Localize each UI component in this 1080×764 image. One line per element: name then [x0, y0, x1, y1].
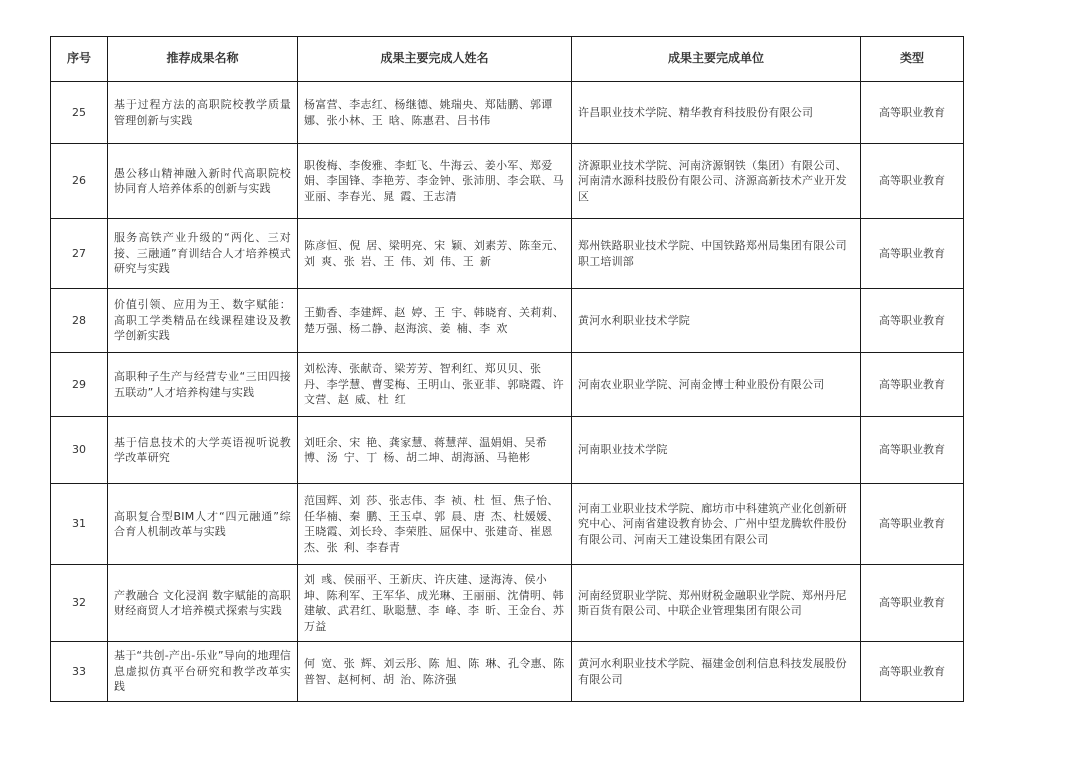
cell-name: 高职复合型BIM人才“四元融通”综合育人机制改革与实践	[108, 484, 298, 565]
cell-people: 王勤香、李建辉、赵 婷、王 宇、韩晓育、关莉莉、楚万强、杨二静、赵海滨、姜 楠、李 欢	[298, 289, 572, 353]
cell-no: 27	[51, 219, 108, 289]
cell-people: 刘 彧、侯丽平、王新庆、许庆建、逯海涛、侯小坤、陈利军、王军华、成光琳、王丽丽、沈倩明、韩建敏、武君红、耿聪慧、李 峰、李 昕、王金台、苏万益	[298, 565, 572, 642]
cell-people: 杨富营、李志红、杨继德、姚瑞央、郑陆鹏、郭谭娜、张小林、王 晗、陈惠君、吕书伟	[298, 82, 572, 144]
cell-type: 高等职业教育	[861, 289, 964, 353]
header-no: 序号	[51, 37, 108, 82]
cell-no: 26	[51, 144, 108, 219]
cell-type: 高等职业教育	[861, 642, 964, 702]
cell-no: 31	[51, 484, 108, 565]
cell-type: 高等职业教育	[861, 82, 964, 144]
cell-name: 价值引领、应用为王、数字赋能：高职工学类精品在线课程建设及教学创新实践	[108, 289, 298, 353]
table-row	[51, 82, 964, 144]
cell-no: 28	[51, 289, 108, 353]
cell-unit: 黄河水利职业技术学院、福建金创利信息科技发展股份有限公司	[572, 642, 861, 702]
table-header-row	[51, 37, 964, 82]
table-row	[51, 417, 964, 484]
header-people: 成果主要完成人姓名	[298, 37, 572, 82]
cell-no: 33	[51, 642, 108, 702]
cell-name: 高职种子生产与经营专业“三田四接五联动”人才培养构建与实践	[108, 353, 298, 417]
table-row	[51, 642, 964, 702]
cell-type: 高等职业教育	[861, 484, 964, 565]
header-type: 类型	[861, 37, 964, 82]
cell-type: 高等职业教育	[861, 353, 964, 417]
header-unit: 成果主要完成单位	[572, 37, 861, 82]
cell-people: 陈彦恒、倪 居、梁明亮、宋 颖、刘素芳、陈奎元、刘 爽、张 岩、王 伟、刘 伟、王 新	[298, 219, 572, 289]
cell-people: 职俊梅、李俊雅、李虹飞、牛海云、姜小军、郑爱娟、李国锋、李艳芳、李金钟、张沛朋、李会联、马亚丽、李春光、晁 霞、王志清	[298, 144, 572, 219]
cell-unit: 郑州铁路职业技术学院、中国铁路郑州局集团有限公司职工培训部	[572, 219, 861, 289]
cell-unit: 河南农业职业学院、河南金博士种业股份有限公司	[572, 353, 861, 417]
header-name: 推荐成果名称	[108, 37, 298, 82]
awards-table	[50, 36, 964, 702]
cell-unit: 河南职业技术学院	[572, 417, 861, 484]
cell-name: 基于信息技术的大学英语视听说教学改革研究	[108, 417, 298, 484]
cell-type: 高等职业教育	[861, 219, 964, 289]
cell-unit: 济源职业技术学院、河南济源钢铁（集团）有限公司、河南清水源科技股份有限公司、济源高新技术产业开发区	[572, 144, 861, 219]
cell-name: 产教融合 文化浸润 数字赋能的高职财经商贸人才培养模式探索与实践	[108, 565, 298, 642]
cell-unit: 河南工业职业技术学院、廊坊市中科建筑产业化创新研究中心、河南省建设教育协会、广州中望龙腾软件股份有限公司、河南天工建设集团有限公司	[572, 484, 861, 565]
cell-name: 基于过程方法的高职院校教学质量管理创新与实践	[108, 82, 298, 144]
cell-type: 高等职业教育	[861, 565, 964, 642]
cell-name: 愚公移山精神融入新时代高职院校协同育人培养体系的创新与实践	[108, 144, 298, 219]
table-row	[51, 144, 964, 219]
cell-unit: 黄河水利职业技术学院	[572, 289, 861, 353]
cell-people: 何 宽、张 辉、刘云彤、陈 旭、陈 琳、孔令惠、陈普智、赵柯柯、胡 治、陈济强	[298, 642, 572, 702]
cell-type: 高等职业教育	[861, 144, 964, 219]
cell-people: 刘松涛、张献奇、梁芳芳、智利红、郑贝贝、张 丹、李学慧、曹雯梅、王明山、张亚菲、郭晓霞、许文营、赵 威、杜 红	[298, 353, 572, 417]
table-row	[51, 219, 964, 289]
cell-name: 服务高铁产业升级的“两化、三对接、三融通”育训结合人才培养模式研究与实践	[108, 219, 298, 289]
table-row	[51, 289, 964, 353]
cell-type: 高等职业教育	[861, 417, 964, 484]
cell-no: 29	[51, 353, 108, 417]
cell-no: 32	[51, 565, 108, 642]
cell-people: 范国辉、刘 莎、张志伟、李 祯、杜 恒、焦子怡、任华楠、秦 鹏、王玉卓、郭 晨、唐 杰、杜媛媛、王晓霞、刘长玲、李荣胜、屈保中、张建奇、崔恩杰、张 利、李春青	[298, 484, 572, 565]
cell-unit: 河南经贸职业学院、郑州财税金融职业学院、郑州丹尼斯百货有限公司、中联企业管理集团有限公司	[572, 565, 861, 642]
cell-unit: 许昌职业技术学院、精华教育科技股份有限公司	[572, 82, 861, 144]
table-row	[51, 484, 964, 565]
cell-name: 基于“共创-产出-乐业”导向的地理信息虚拟仿真平台研究和教学改革实践	[108, 642, 298, 702]
table-row	[51, 565, 964, 642]
cell-no: 30	[51, 417, 108, 484]
cell-people: 刘旺余、宋 艳、龚家慧、蒋慧萍、温娟娟、吴希博、汤 宁、丁 杨、胡二坤、胡海涵、马艳彬	[298, 417, 572, 484]
table-row	[51, 353, 964, 417]
cell-no: 25	[51, 82, 108, 144]
